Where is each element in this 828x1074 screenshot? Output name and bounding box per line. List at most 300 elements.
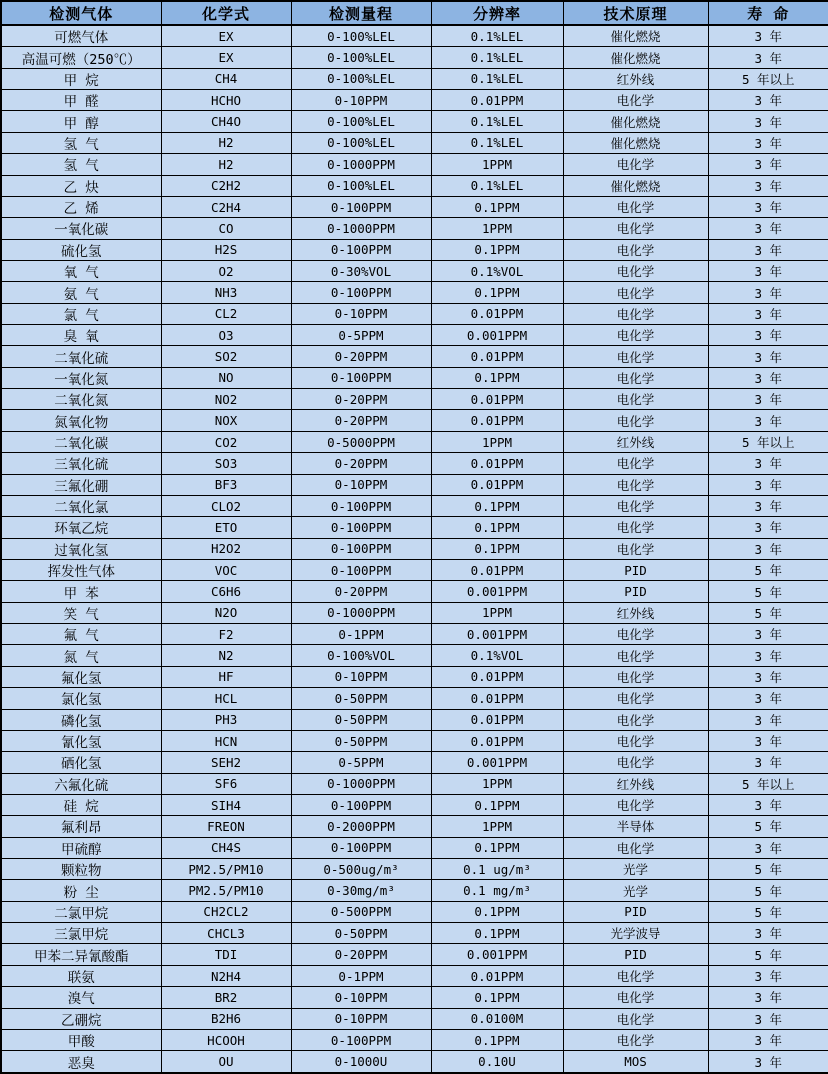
principle-cell: 催化燃烧 (563, 175, 708, 196)
formula-cell: C6H6 (161, 581, 291, 602)
principle-cell: 电化学 (563, 538, 708, 559)
table-header-row (1, 1, 828, 25)
formula-cell: C2H2 (161, 175, 291, 196)
lifespan-cell: 3 年 (708, 517, 828, 538)
table-row (1, 517, 828, 538)
table-row (1, 474, 828, 495)
lifespan-cell: 3 年 (708, 837, 828, 858)
range-cell: 0-100%LEL (291, 47, 431, 68)
resolution-cell: 0.01PPM (431, 346, 563, 367)
range-cell: 0-1000PPM (291, 773, 431, 794)
header-technology-principle: 技术原理 (563, 1, 708, 25)
principle-cell: 电化学 (563, 410, 708, 431)
lifespan-cell: 5 年 (708, 560, 828, 581)
formula-cell: H2 (161, 154, 291, 175)
principle-cell: 电化学 (563, 987, 708, 1008)
table-row (1, 175, 828, 196)
lifespan-cell: 3 年 (708, 965, 828, 986)
table-row (1, 1051, 828, 1073)
table-row (1, 239, 828, 260)
gas-name-cell: 挥发性气体 (1, 560, 161, 581)
range-cell: 0-10PPM (291, 90, 431, 111)
table-row (1, 581, 828, 602)
header-gas-name: 检测气体 (1, 1, 161, 25)
gas-name-cell: 氮氧化物 (1, 410, 161, 431)
gas-name-cell: 乙 烯 (1, 196, 161, 217)
range-cell: 0-500PPM (291, 901, 431, 922)
formula-cell: CLO2 (161, 495, 291, 516)
formula-cell: HCOOH (161, 1029, 291, 1050)
range-cell: 0-5000PPM (291, 431, 431, 452)
range-cell: 0-30%VOL (291, 260, 431, 281)
table-row (1, 944, 828, 965)
range-cell: 0-100PPM (291, 538, 431, 559)
range-cell: 0-10PPM (291, 987, 431, 1008)
lifespan-cell: 5 年以上 (708, 431, 828, 452)
resolution-cell: 0.1PPM (431, 837, 563, 858)
resolution-cell: 0.01PPM (431, 730, 563, 751)
gas-name-cell: 可燃气体 (1, 25, 161, 47)
lifespan-cell: 3 年 (708, 47, 828, 68)
formula-cell: SO3 (161, 453, 291, 474)
resolution-cell: 0.1PPM (431, 196, 563, 217)
formula-cell: SEH2 (161, 752, 291, 773)
resolution-cell: 0.1%LEL (431, 47, 563, 68)
principle-cell: 电化学 (563, 495, 708, 516)
formula-cell: PH3 (161, 709, 291, 730)
formula-cell: HCHO (161, 90, 291, 111)
lifespan-cell: 3 年 (708, 325, 828, 346)
principle-cell: 电化学 (563, 709, 708, 730)
range-cell: 0-50PPM (291, 688, 431, 709)
table-row (1, 68, 828, 89)
range-cell: 0-20PPM (291, 410, 431, 431)
gas-name-cell: 氨 气 (1, 282, 161, 303)
formula-cell: NH3 (161, 282, 291, 303)
gas-name-cell: 恶臭 (1, 1051, 161, 1073)
lifespan-cell: 3 年 (708, 239, 828, 260)
gas-name-cell: 环氧乙烷 (1, 517, 161, 538)
formula-cell: SO2 (161, 346, 291, 367)
formula-cell: VOC (161, 560, 291, 581)
gas-name-cell: 一氧化氮 (1, 367, 161, 388)
table-row (1, 410, 828, 431)
gas-name-cell: 氮 气 (1, 645, 161, 666)
resolution-cell: 0.01PPM (431, 410, 563, 431)
range-cell: 0-100PPM (291, 837, 431, 858)
principle-cell: 红外线 (563, 773, 708, 794)
principle-cell: 催化燃烧 (563, 111, 708, 132)
gas-name-cell: 三氯甲烷 (1, 923, 161, 944)
table-row (1, 538, 828, 559)
gas-name-cell: 乙 炔 (1, 175, 161, 196)
formula-cell: H2S (161, 239, 291, 260)
resolution-cell: 0.001PPM (431, 944, 563, 965)
resolution-cell: 0.01PPM (431, 90, 563, 111)
formula-cell: EX (161, 25, 291, 47)
range-cell: 0-100%VOL (291, 645, 431, 666)
lifespan-cell: 3 年 (708, 154, 828, 175)
principle-cell: 电化学 (563, 624, 708, 645)
principle-cell: 电化学 (563, 154, 708, 175)
formula-cell: O3 (161, 325, 291, 346)
principle-cell: PID (563, 581, 708, 602)
resolution-cell: 0.10U (431, 1051, 563, 1073)
table-row (1, 154, 828, 175)
table-row (1, 25, 828, 47)
lifespan-cell: 3 年 (708, 624, 828, 645)
gas-name-cell: 溴气 (1, 987, 161, 1008)
formula-cell: TDI (161, 944, 291, 965)
table-row (1, 260, 828, 281)
table-row (1, 303, 828, 324)
range-cell: 0-5PPM (291, 752, 431, 773)
lifespan-cell: 5 年 (708, 581, 828, 602)
resolution-cell: 0.1%LEL (431, 68, 563, 89)
range-cell: 0-50PPM (291, 709, 431, 730)
gas-name-cell: 磷化氢 (1, 709, 161, 730)
resolution-cell: 0.1PPM (431, 367, 563, 388)
range-cell: 0-50PPM (291, 730, 431, 751)
table-row (1, 901, 828, 922)
header-chemical-formula: 化学式 (161, 1, 291, 25)
gas-name-cell: 氢 气 (1, 132, 161, 153)
resolution-cell: 0.1%LEL (431, 175, 563, 196)
resolution-cell: 0.01PPM (431, 474, 563, 495)
table-row (1, 1029, 828, 1050)
gas-name-cell: 联氨 (1, 965, 161, 986)
lifespan-cell: 5 年以上 (708, 68, 828, 89)
formula-cell: N2O (161, 602, 291, 623)
lifespan-cell: 5 年 (708, 602, 828, 623)
principle-cell: 电化学 (563, 325, 708, 346)
lifespan-cell: 3 年 (708, 1029, 828, 1050)
resolution-cell: 0.1PPM (431, 1029, 563, 1050)
gas-name-cell: 甲 烷 (1, 68, 161, 89)
range-cell: 0-100PPM (291, 495, 431, 516)
formula-cell: SF6 (161, 773, 291, 794)
principle-cell: PID (563, 560, 708, 581)
lifespan-cell: 3 年 (708, 132, 828, 153)
formula-cell: H2 (161, 132, 291, 153)
resolution-cell: 0.01PPM (431, 560, 563, 581)
table-row (1, 196, 828, 217)
formula-cell: HF (161, 666, 291, 687)
range-cell: 0-100%LEL (291, 175, 431, 196)
gas-name-cell: 氟利昂 (1, 816, 161, 837)
formula-cell: CH2CL2 (161, 901, 291, 922)
resolution-cell: 1PPM (431, 773, 563, 794)
principle-cell: 催化燃烧 (563, 132, 708, 153)
formula-cell: CH4S (161, 837, 291, 858)
formula-cell: FREON (161, 816, 291, 837)
principle-cell: 电化学 (563, 218, 708, 239)
lifespan-cell: 3 年 (708, 645, 828, 666)
principle-cell: 电化学 (563, 303, 708, 324)
principle-cell: 电化学 (563, 453, 708, 474)
principle-cell: 红外线 (563, 68, 708, 89)
formula-cell: ETO (161, 517, 291, 538)
lifespan-cell: 3 年 (708, 218, 828, 239)
table-row (1, 495, 828, 516)
formula-cell: CH4 (161, 68, 291, 89)
resolution-cell: 1PPM (431, 431, 563, 452)
table-row (1, 816, 828, 837)
formula-cell: PM2.5/PM10 (161, 859, 291, 880)
principle-cell: 电化学 (563, 645, 708, 666)
formula-cell: H2O2 (161, 538, 291, 559)
principle-cell: 半导体 (563, 816, 708, 837)
principle-cell: 电化学 (563, 965, 708, 986)
lifespan-cell: 5 年以上 (708, 773, 828, 794)
range-cell: 0-100PPM (291, 367, 431, 388)
table-row (1, 794, 828, 815)
formula-cell: OU (161, 1051, 291, 1073)
header-lifespan: 寿 命 (708, 1, 828, 25)
table-row (1, 218, 828, 239)
formula-cell: F2 (161, 624, 291, 645)
principle-cell: PID (563, 944, 708, 965)
range-cell: 0-100PPM (291, 517, 431, 538)
resolution-cell: 0.1PPM (431, 923, 563, 944)
range-cell: 0-1000PPM (291, 154, 431, 175)
lifespan-cell: 3 年 (708, 196, 828, 217)
gas-name-cell: 硒化氢 (1, 752, 161, 773)
lifespan-cell: 3 年 (708, 987, 828, 1008)
lifespan-cell: 3 年 (708, 389, 828, 410)
resolution-cell: 1PPM (431, 154, 563, 175)
table-row (1, 453, 828, 474)
formula-cell: PM2.5/PM10 (161, 880, 291, 901)
table-row (1, 645, 828, 666)
table-row (1, 987, 828, 1008)
table-row (1, 602, 828, 623)
gas-name-cell: 颗粒物 (1, 859, 161, 880)
range-cell: 0-1000U (291, 1051, 431, 1073)
range-cell: 0-100%LEL (291, 68, 431, 89)
resolution-cell: 1PPM (431, 218, 563, 239)
gas-name-cell: 氯化氢 (1, 688, 161, 709)
resolution-cell: 0.01PPM (431, 389, 563, 410)
gas-name-cell: 臭 氧 (1, 325, 161, 346)
lifespan-cell: 3 年 (708, 25, 828, 47)
lifespan-cell: 3 年 (708, 666, 828, 687)
lifespan-cell: 3 年 (708, 303, 828, 324)
table-row (1, 389, 828, 410)
table-row (1, 666, 828, 687)
resolution-cell: 0.1 mg/m³ (431, 880, 563, 901)
lifespan-cell: 3 年 (708, 90, 828, 111)
resolution-cell: 0.1%VOL (431, 260, 563, 281)
lifespan-cell: 3 年 (708, 111, 828, 132)
table-row (1, 346, 828, 367)
formula-cell: CHCL3 (161, 923, 291, 944)
resolution-cell: 0.1 ug/m³ (431, 859, 563, 880)
lifespan-cell: 5 年 (708, 944, 828, 965)
lifespan-cell: 5 年 (708, 880, 828, 901)
lifespan-cell: 3 年 (708, 367, 828, 388)
lifespan-cell: 3 年 (708, 453, 828, 474)
principle-cell: 电化学 (563, 260, 708, 281)
formula-cell: NO2 (161, 389, 291, 410)
lifespan-cell: 3 年 (708, 1008, 828, 1029)
lifespan-cell: 3 年 (708, 688, 828, 709)
resolution-cell: 0.1%LEL (431, 111, 563, 132)
range-cell: 0-100PPM (291, 282, 431, 303)
resolution-cell: 0.1%LEL (431, 25, 563, 47)
lifespan-cell: 3 年 (708, 752, 828, 773)
formula-cell: BF3 (161, 474, 291, 495)
range-cell: 0-50PPM (291, 923, 431, 944)
resolution-cell: 0.001PPM (431, 624, 563, 645)
lifespan-cell: 3 年 (708, 709, 828, 730)
range-cell: 0-1PPM (291, 965, 431, 986)
resolution-cell: 0.1PPM (431, 538, 563, 559)
principle-cell: 电化学 (563, 196, 708, 217)
principle-cell: 电化学 (563, 666, 708, 687)
formula-cell: CH4O (161, 111, 291, 132)
header-detection-range: 检测量程 (291, 1, 431, 25)
gas-name-cell: 甲苯二异氰酸酯 (1, 944, 161, 965)
principle-cell: 电化学 (563, 1008, 708, 1029)
lifespan-cell: 5 年 (708, 859, 828, 880)
gas-name-cell: 氯 气 (1, 303, 161, 324)
table-row (1, 965, 828, 986)
resolution-cell: 0.1PPM (431, 495, 563, 516)
principle-cell: 电化学 (563, 346, 708, 367)
principle-cell: 电化学 (563, 389, 708, 410)
range-cell: 0-10PPM (291, 1008, 431, 1029)
resolution-cell: 1PPM (431, 602, 563, 623)
principle-cell: 电化学 (563, 282, 708, 303)
gas-name-cell: 乙硼烷 (1, 1008, 161, 1029)
principle-cell: 电化学 (563, 517, 708, 538)
range-cell: 0-2000PPM (291, 816, 431, 837)
resolution-cell: 0.1PPM (431, 239, 563, 260)
range-cell: 0-100PPM (291, 196, 431, 217)
table-row (1, 730, 828, 751)
range-cell: 0-100%LEL (291, 132, 431, 153)
lifespan-cell: 3 年 (708, 923, 828, 944)
header-resolution: 分辨率 (431, 1, 563, 25)
range-cell: 0-100PPM (291, 560, 431, 581)
principle-cell: 红外线 (563, 431, 708, 452)
principle-cell: 红外线 (563, 602, 708, 623)
table-row (1, 859, 828, 880)
principle-cell: 光学 (563, 859, 708, 880)
gas-name-cell: 二氧化氮 (1, 389, 161, 410)
range-cell: 0-20PPM (291, 453, 431, 474)
range-cell: 0-10PPM (291, 666, 431, 687)
table-row (1, 560, 828, 581)
gas-name-cell: 硫化氢 (1, 239, 161, 260)
range-cell: 0-10PPM (291, 474, 431, 495)
range-cell: 0-100PPM (291, 1029, 431, 1050)
resolution-cell: 0.001PPM (431, 581, 563, 602)
formula-cell: N2H4 (161, 965, 291, 986)
resolution-cell: 0.1%VOL (431, 645, 563, 666)
lifespan-cell: 3 年 (708, 474, 828, 495)
formula-cell: EX (161, 47, 291, 68)
resolution-cell: 0.1PPM (431, 987, 563, 1008)
formula-cell: HCL (161, 688, 291, 709)
resolution-cell: 0.1PPM (431, 517, 563, 538)
formula-cell: SIH4 (161, 794, 291, 815)
table-row (1, 132, 828, 153)
gas-name-cell: 甲 醛 (1, 90, 161, 111)
resolution-cell: 0.01PPM (431, 965, 563, 986)
table-row (1, 367, 828, 388)
table-row (1, 1008, 828, 1029)
gas-name-cell: 甲酸 (1, 1029, 161, 1050)
formula-cell: CO2 (161, 431, 291, 452)
resolution-cell: 0.0100M (431, 1008, 563, 1029)
gas-name-cell: 氧 气 (1, 260, 161, 281)
principle-cell: 电化学 (563, 367, 708, 388)
formula-cell: NO (161, 367, 291, 388)
formula-cell: CO (161, 218, 291, 239)
principle-cell: 电化学 (563, 837, 708, 858)
gas-name-cell: 高温可燃（250℃） (1, 47, 161, 68)
resolution-cell: 0.01PPM (431, 303, 563, 324)
range-cell: 0-20PPM (291, 944, 431, 965)
table-row (1, 431, 828, 452)
gas-name-cell: 甲 苯 (1, 581, 161, 602)
principle-cell: PID (563, 901, 708, 922)
gas-name-cell: 三氧化硫 (1, 453, 161, 474)
principle-cell: 电化学 (563, 239, 708, 260)
formula-cell: C2H4 (161, 196, 291, 217)
gas-name-cell: 甲 醇 (1, 111, 161, 132)
table-row (1, 752, 828, 773)
principle-cell: 电化学 (563, 90, 708, 111)
gas-name-cell: 笑 气 (1, 602, 161, 623)
resolution-cell: 0.1PPM (431, 901, 563, 922)
gas-name-cell: 三氟化硼 (1, 474, 161, 495)
principle-cell: 光学 (563, 880, 708, 901)
lifespan-cell: 3 年 (708, 730, 828, 751)
resolution-cell: 0.1PPM (431, 282, 563, 303)
formula-cell: BR2 (161, 987, 291, 1008)
resolution-cell: 0.01PPM (431, 453, 563, 474)
lifespan-cell: 5 年 (708, 816, 828, 837)
resolution-cell: 0.01PPM (431, 666, 563, 687)
principle-cell: 电化学 (563, 730, 708, 751)
formula-cell: NOX (161, 410, 291, 431)
gas-name-cell: 六氟化硫 (1, 773, 161, 794)
range-cell: 0-20PPM (291, 581, 431, 602)
lifespan-cell: 3 年 (708, 175, 828, 196)
range-cell: 0-100%LEL (291, 25, 431, 47)
formula-cell: O2 (161, 260, 291, 281)
resolution-cell: 0.001PPM (431, 325, 563, 346)
resolution-cell: 0.001PPM (431, 752, 563, 773)
gas-name-cell: 硅 烷 (1, 794, 161, 815)
gas-name-cell: 氢 气 (1, 154, 161, 175)
range-cell: 0-20PPM (291, 389, 431, 410)
gas-name-cell: 二氧化硫 (1, 346, 161, 367)
range-cell: 0-20PPM (291, 346, 431, 367)
resolution-cell: 0.1PPM (431, 794, 563, 815)
resolution-cell: 1PPM (431, 816, 563, 837)
gas-name-cell: 二氧化氯 (1, 495, 161, 516)
gas-name-cell: 过氧化氢 (1, 538, 161, 559)
table-row (1, 837, 828, 858)
lifespan-cell: 3 年 (708, 282, 828, 303)
lifespan-cell: 3 年 (708, 794, 828, 815)
range-cell: 0-30mg/m³ (291, 880, 431, 901)
lifespan-cell: 3 年 (708, 538, 828, 559)
